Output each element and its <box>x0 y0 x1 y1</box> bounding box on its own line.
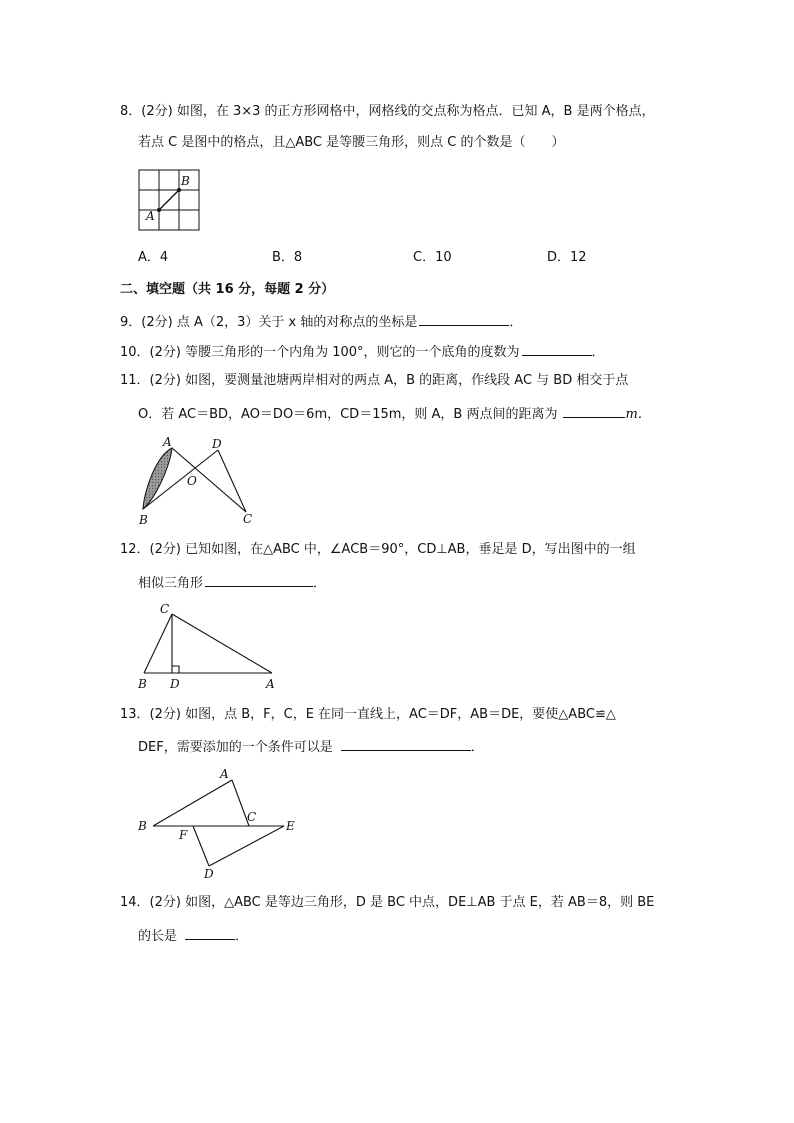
q11-label-b: B <box>139 513 148 527</box>
q12-label-c: C <box>160 602 170 616</box>
q8-label-a: A <box>146 209 155 223</box>
q14-text: 的长是 <box>138 929 178 944</box>
q8-stem-line1: 8．(2分) 如图，在 3×3 的正方形网格中，网格线的交点称为格点．已知 A，B 是两个格点， <box>120 104 655 119</box>
q13-congruent-triangles-figure <box>136 764 306 884</box>
q11-label-d: D <box>212 437 222 451</box>
q12-label-d: D <box>170 677 180 691</box>
q8-label-b: B <box>181 174 190 188</box>
q11-stem-line1: 11．(2分) 如图，要测量池塘两岸相对的两点 A，B 的距离，作线段 AC 与 BD 相交于点 <box>120 373 629 388</box>
q13-label-b: B <box>138 819 147 833</box>
q8-option-a: A．4 <box>138 250 169 265</box>
q9-stem <box>120 312 522 332</box>
q12-label-b: B <box>138 677 147 691</box>
q13-label-e: E <box>286 819 295 833</box>
q8-stem-line2: 若点 C 是图中的格点，且△ABC 是等腰三角形，则点 C 的个数是（ ） <box>138 135 565 150</box>
q12-answer-blank[interactable] <box>205 573 313 587</box>
q13-end: ． <box>470 740 484 755</box>
q12-label-a: A <box>266 677 275 691</box>
q12-right-triangle-figure <box>136 600 282 692</box>
q11-label-c: C <box>243 512 253 526</box>
q11-answer-blank[interactable] <box>563 404 625 418</box>
q12-stem-line1: 12．(2分) 已知如图，在△ABC 中，∠ACB＝90°，CD⊥AB，垂足是 D，写出图中的一组 <box>120 542 636 557</box>
q14-end: ． <box>235 929 249 944</box>
q11-label-a: A <box>163 435 172 449</box>
q10-stem <box>120 342 605 362</box>
q11-label-o: O <box>187 474 197 488</box>
q13-stem-line2 <box>138 737 484 757</box>
q8-option-c: C．10 <box>413 250 452 265</box>
q11-pond-figure <box>136 436 260 528</box>
q13-stem-line1: 13．(2分) 如图，点 B，F，C，E 在同一直线上，AC＝DF，AB＝DE，要使△ABC≌△ <box>120 707 616 722</box>
q13-label-d: D <box>204 867 214 881</box>
q10-answer-blank[interactable] <box>522 342 592 356</box>
q11-unit: m． <box>625 407 651 422</box>
q9-answer-blank[interactable] <box>419 312 509 326</box>
q8-option-d: D．12 <box>547 250 587 265</box>
q13-label-a: A <box>220 767 229 781</box>
section-title: 二、填空题（共 16 分，每题 2 分） <box>120 282 335 297</box>
q12-end: ． <box>313 576 327 591</box>
q11-text: O．若 AC＝BD，AO＝DO＝6m，CD＝15m，则 A，B 两点间的距离为 <box>138 407 558 422</box>
q14-stem-line1: 14．(2分) 如图，△ABC 是等边三角形，D 是 BC 中点，DE⊥AB 于点 E，若 AB＝8，则 BE <box>120 895 655 910</box>
q9-end: ． <box>509 315 523 330</box>
q14-answer-blank[interactable] <box>185 926 235 940</box>
q10-text: 10．(2分) 等腰三角形的一个内角为 100°，则它的一个底角的度数为 <box>120 345 520 360</box>
q11-stem-line2 <box>138 404 651 424</box>
q10-end: ． <box>591 345 605 360</box>
q12-text: 相似三角形 <box>138 576 204 591</box>
q8-option-b: B．8 <box>272 250 303 265</box>
q14-stem-line2 <box>138 926 248 946</box>
q13-label-f: F <box>179 828 188 842</box>
q12-stem-line2 <box>138 573 326 593</box>
q13-text: DEF，需要添加的一个条件可以是 <box>138 740 333 755</box>
q9-text: 9．(2分) 点 A（2，3）关于 x 轴的对称点的坐标是 <box>120 315 418 330</box>
q13-label-c: C <box>247 810 257 824</box>
q8-grid-figure <box>138 168 208 232</box>
q13-answer-blank[interactable] <box>341 737 471 751</box>
